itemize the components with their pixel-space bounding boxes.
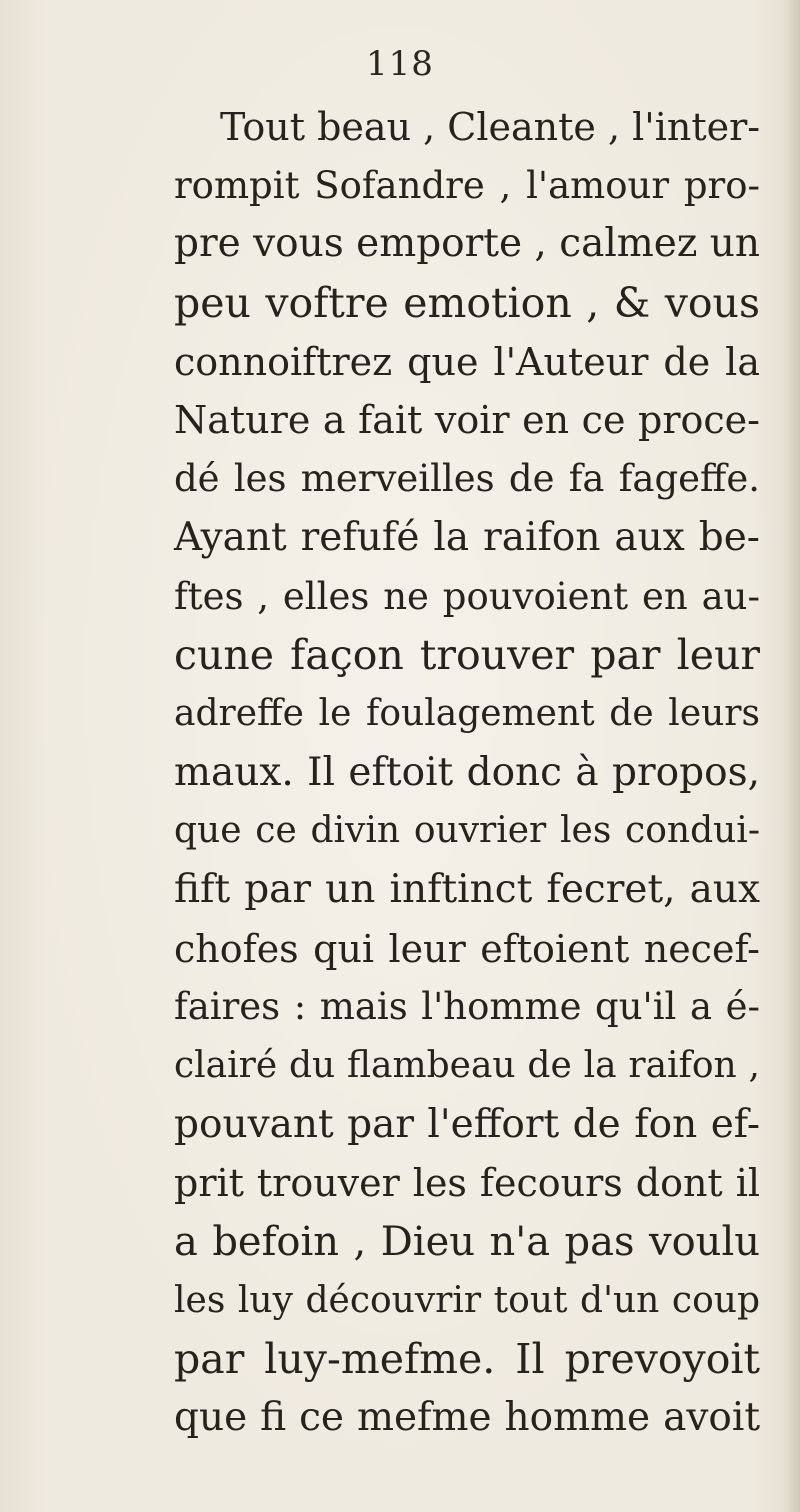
text-line: pouvant par l'effort de fon ef- <box>174 1101 760 1147</box>
text-line: que ce divin ouvrier les condui- <box>174 810 760 852</box>
text-line: que fi ce mefme homme avoit <box>174 1395 760 1441</box>
text-line: les luy découvrir tout d'un coup <box>174 1279 760 1321</box>
text-line: a befoin , Dieu n'a pas voulu <box>174 1219 760 1266</box>
text-line: dé les merveilles de fa fageffe. <box>174 457 760 501</box>
text-line: Tout beau , Cleante , l'inter- <box>220 105 761 149</box>
text-line: Ayant refufé la raifon aux be- <box>174 514 760 560</box>
text-line: ftes , elles ne pouvoient en au- <box>174 574 760 618</box>
page-number: 118 <box>366 44 434 84</box>
text-line: adreffe le foulagement de leurs <box>174 692 760 734</box>
text-line: pre vous emporte , calmez un <box>174 221 761 267</box>
text-line: maux. Il eftoit donc à propos, <box>174 749 760 795</box>
text-line: peu voftre emotion , & vous <box>174 279 760 328</box>
text-line: Nature a fait voir en ce proce- <box>174 398 760 443</box>
text-line: connoiftrez que l'Auteur de la <box>174 339 760 384</box>
body-text <box>174 98 760 1448</box>
text-line: cune façon trouver par leur <box>174 631 760 680</box>
text-line: clairé du flambeau de la raifon , <box>174 1045 760 1086</box>
text-line: faires : mais l'homme qu'il a é- <box>174 985 760 1029</box>
text-line: rompit Sofandre , l'amour pro- <box>174 163 760 207</box>
text-line: par luy-mefme. Il prevoyoit <box>174 1335 760 1384</box>
text-line: fift par un inftinct fecret, aux <box>174 866 760 912</box>
text-line: chofes qui leur eftoient necef- <box>174 926 760 971</box>
page-edge-shadow <box>786 0 800 1512</box>
text-line: prit trouver les fecours dont il <box>174 1161 760 1206</box>
